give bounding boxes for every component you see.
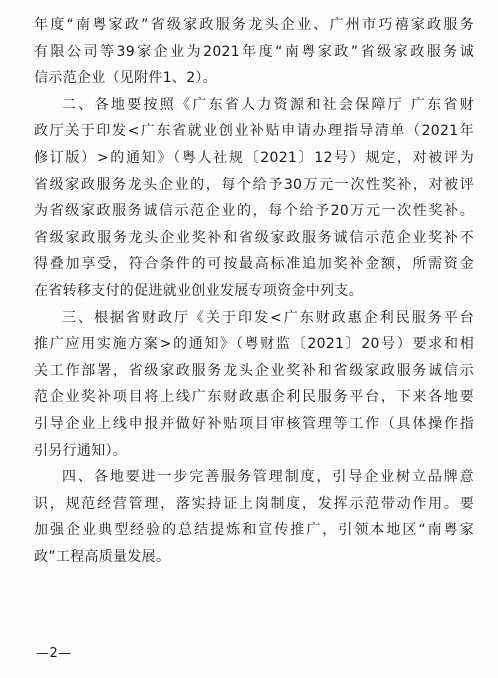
- text-line: 有限公司等39家企业为2021年度“南粤家政”省级家政服务诚: [34, 43, 474, 60]
- text-line: 范企业奖补项目将上线广东财政惠企利民服务平台，下来各地要: [34, 389, 474, 406]
- text-line: 得叠加享受，符合条件的可按最高标准追加奖补金额，所需资金: [34, 256, 474, 273]
- text-line: 引导企业上线申报并做好补贴项目审核管理等工作（具体操作指: [34, 415, 474, 432]
- text-line: 政厅关于印发<广东省就业创业补贴申请办理指导清单（2021年: [34, 123, 474, 140]
- text-line: 省级家政服务龙头企业的，每个给予30万元一次性奖补，对被评: [34, 176, 474, 193]
- page-number: —2—: [36, 646, 72, 661]
- document-body: [34, 12, 474, 570]
- text-line: 信示范企业（见附件1、2）。: [34, 70, 218, 87]
- text-line: 推广应用实施方案>的通知》（粤财监〔2021〕20号）要求和相: [34, 336, 474, 353]
- text-line: 引另行通知）。: [34, 442, 128, 459]
- text-line: 省级家政服务龙头企业奖补和省级家政服务诚信示范企业奖补不: [34, 229, 474, 246]
- paragraph-section-four: [34, 464, 474, 570]
- text-line: 政”工程高质量发展。: [34, 548, 171, 565]
- paragraph-section-two: [34, 92, 474, 305]
- text-line: 关工作部署，省级家政服务龙头企业奖补和省级家政服务诚信示: [34, 362, 474, 379]
- text-line: 为省级家政服务诚信示范企业的，每个给予20万元一次性奖补。: [34, 203, 474, 220]
- text-line: 年度“南粤家政”省级家政服务龙头企业、广州市巧禧家政服务: [34, 17, 474, 33]
- text-line: 识，规范经营管理，落实持证上岗制度，发挥示范带动作用。要: [34, 495, 474, 512]
- text-line: 加强企业典型经验的总结提炼和宣传推广，引领本地区“南粤家: [34, 522, 474, 539]
- text-line: 二、各地要按照《广东省人力资源和社会保障厅 广东省财: [62, 96, 474, 113]
- text-line: 四、各地要进一步完善服务管理制度，引导企业树立品牌意: [62, 469, 474, 486]
- text-line: 在省转移支付的促进就业创业发展专项资金中列支。: [34, 282, 363, 299]
- text-line: 修订版）>的通知》（粤人社规〔2021〕12号）规定，对被评为: [34, 149, 474, 166]
- paragraph-award-list-end: [34, 12, 474, 92]
- paragraph-section-three: [34, 305, 474, 465]
- text-line: 三、根据省财政厅《关于印发<广东财政惠企利民服务平台: [62, 309, 474, 326]
